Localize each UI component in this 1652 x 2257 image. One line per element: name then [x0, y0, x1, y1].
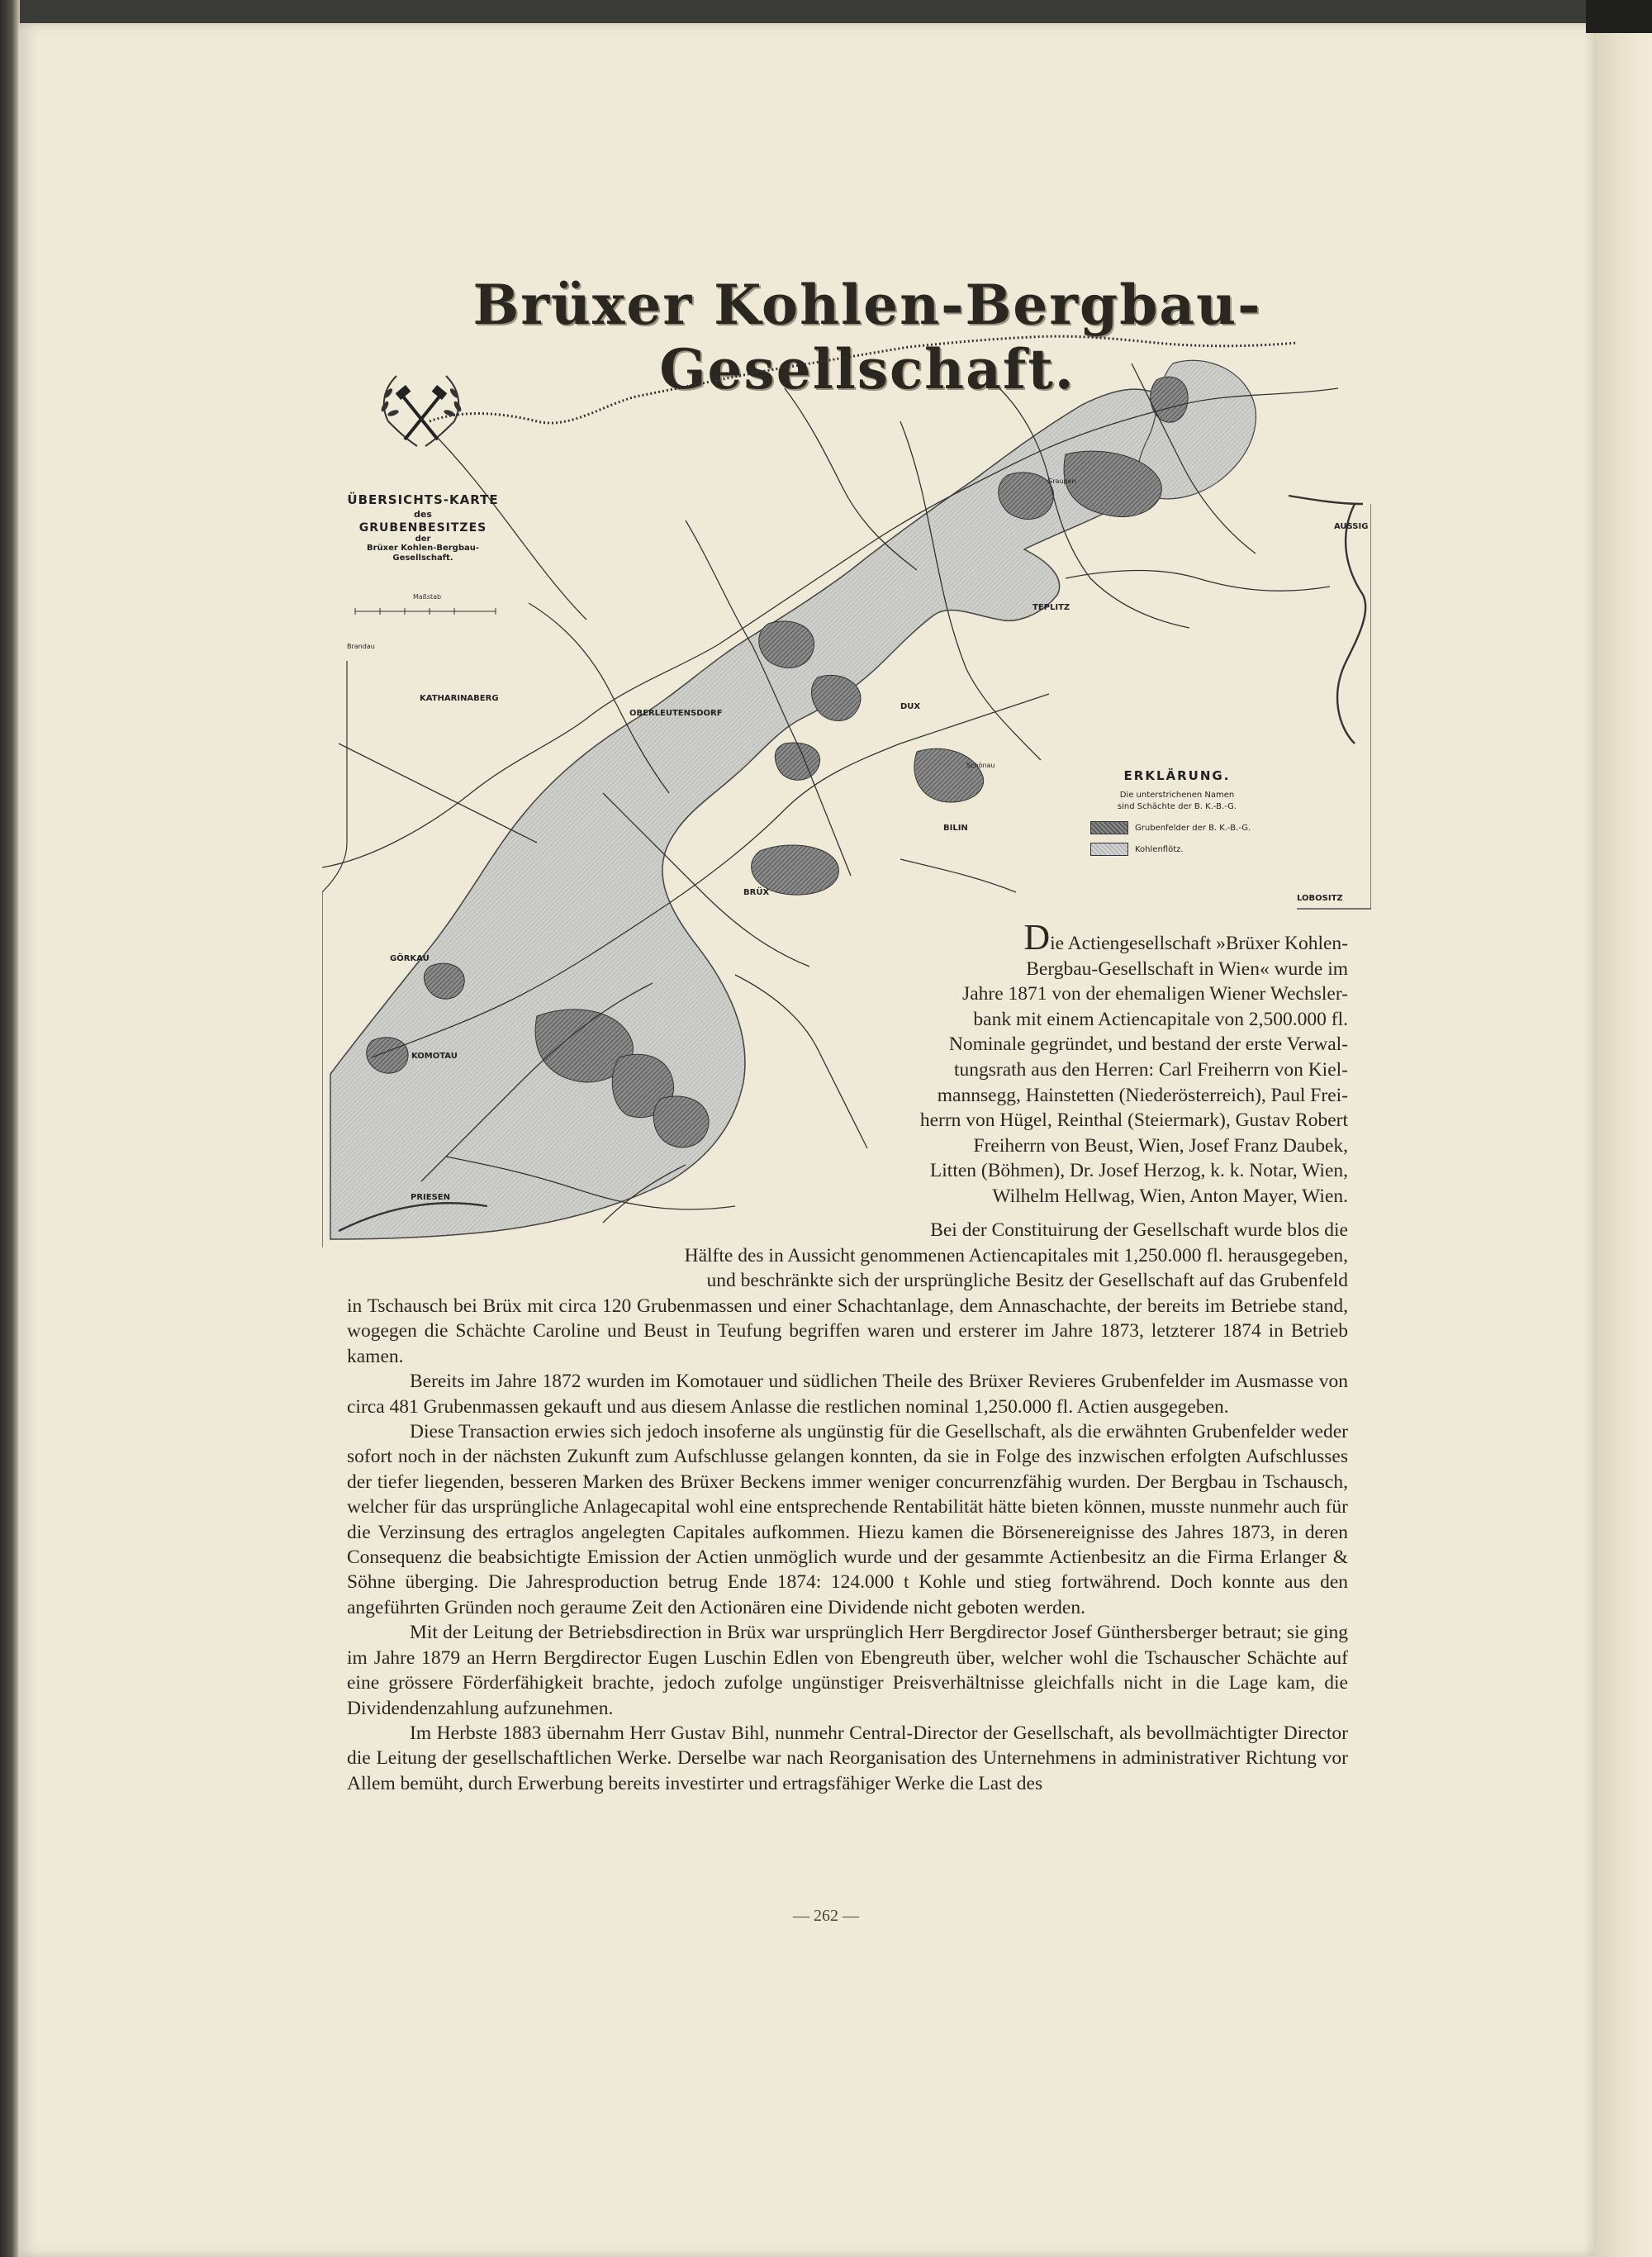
place-oberleutensdorf: OBERLEUTENSDORF [629, 709, 723, 718]
explanation-title: ERKLÄRUNG. [1123, 768, 1231, 783]
cont-line-3: und beschränkte sich der ursprüngliche Besitz der Gesellschaft auf das Grubenfeld [706, 1270, 1348, 1292]
explanation-item-mining-fields [1090, 821, 1280, 834]
legend-line-1: ÜBERSICHTS-KARTE [347, 492, 499, 507]
crossed-hammers-emblem [380, 376, 463, 446]
legend-line-3: GRUBENBESITZES [358, 521, 487, 535]
paragraph-2: Bereits im Jahre 1872 wurden im Komotauer und südlichen Theile des Brüxer Revieres Grubenfelder im Ausmasse von circa 481 Grubenmassen gekauft und aus diesem Anlasse die restlichen nominal 1,250.000 fl. Actien ausgegeben. [347, 1371, 1348, 1418]
explanation-item-coal-seam [1090, 843, 1280, 856]
legend-line-5: Brüxer Kohlen-Bergbau- [366, 544, 480, 553]
intro-line-9: Freiherrn von Beust, Wien, Josef Franz Daubek, [973, 1134, 1348, 1157]
map-explanation [1074, 768, 1280, 856]
scale-bar [355, 608, 496, 615]
legend-line-6: Gesellschaft. [392, 554, 453, 563]
drop-cap: D [1023, 917, 1051, 957]
legend-line-2: des [414, 509, 432, 520]
cont-line-1: Bei der Constituirung der Gesellschaft wurde blos die [930, 1219, 1348, 1241]
intro-line-7: mannsegg, Hainstetten (Niederösterreich), Paul Frei- [937, 1084, 1348, 1106]
intro-line-5: Nominale gegründet, und bestand der erste Verwal- [948, 1033, 1348, 1056]
place-aussig: AUSSIG [1334, 522, 1369, 531]
swatch-light [1090, 843, 1128, 856]
page-title: Brüxer Kohlen-Bergbau-Gesellschaft. [472, 273, 1262, 402]
paragraph-3: Diese Transaction erwies sich jedoch insoferne als ungünstig für die Gesellschaft, als die erwähnten Grubenfelder weder sofort noch in der nächsten Zukunft zum Aufschlusse gelangen konnten, da sie in Folge des inzwischen erfolgten Aufschlusses der tiefer liegenden, besseren Marken des Brüxer Beckens immer weniger concurrenzfähig wurden. Der Bergbau in Tschausch, welcher für das ursprüngliche Anlagecapital wohl eine entsprechende Rentabilität hätte bieten können, musste nunmehr auch für die Verzinsung des ertraglos angelegten Capitales aufkommen. Hiezu kamen die Börsenereignisse des Jahres 1873, in deren Consequenz die beabsichtigte Emission der Actien unmöglich wurde und der gesammte Actienbesitz an die Firma Erlanger & Söhne überging. Die Jahresproduction betrug Ende 1874: 124.000 t Kohle und stieg fortwährend. Doch konnte aus den angeführten Gründen noch geraume Zeit den Actionären eine Dividende nicht geboten werden. [347, 1421, 1348, 1618]
place-lobositz: LOBOSITZ [1297, 894, 1343, 903]
intro-line-3: Jahre 1871 von der ehemaligen Wiener Wechsler- [962, 983, 1348, 1005]
intro-paragraph [826, 917, 1348, 1209]
explanation-note-line-2: sind Schächte der B. K.-B.-G. [1117, 802, 1237, 811]
place-teplitz: TEPLITZ [1032, 603, 1070, 612]
intro-line-10: Litten (Böhmen), Dr. Josef Herzog, k. k. Notar, Wien, [929, 1160, 1348, 1182]
paragraph-1-start [347, 1218, 1348, 1294]
map-legend-title [340, 492, 506, 563]
place-bilin: BILIN [943, 824, 968, 833]
intro-line-1-text: ie Actiengesellschaft »Brüxer Kohlen- [1050, 933, 1348, 954]
place-komotau: KOMOTAU [411, 1052, 458, 1061]
place-brandau: Brandau [347, 643, 375, 650]
place-katharinaberg: KATHARINABERG [420, 694, 499, 703]
swatch-dark [1090, 821, 1128, 834]
scale-label: Maßstab [413, 593, 442, 601]
page-number: — 262 — [793, 1907, 859, 1925]
place-brux: BRÜX [743, 888, 770, 897]
explanation-item-2-label: Kohlenflötz. [1135, 844, 1184, 854]
intro-line-6: tungsrath aus den Herren: Carl Freiherrn von Kiel- [953, 1058, 1348, 1081]
body-paragraphs [347, 1294, 1348, 1796]
place-dux: DUX [900, 702, 921, 711]
cont-line-2: Hälfte des in Aussicht genommenen Actiencapitales mit 1,250.000 fl. herausgegeben, [684, 1244, 1348, 1266]
place-schonau: Schönau [966, 762, 995, 769]
place-priesen: PRIESEN [411, 1193, 450, 1202]
explanation-note [1074, 790, 1280, 813]
legend-line-4: der [415, 535, 431, 544]
intro-line-8: herrn von Hügel, Reinthal (Steiermark), Gustav Robert [919, 1109, 1348, 1132]
background-corner [1586, 0, 1652, 33]
intro-line-1 [826, 917, 1348, 957]
intro-line-11: Wilhelm Hellwag, Wien, Anton Mayer, Wien. [992, 1185, 1348, 1207]
intro-line-2: Bergbau-Gesellschaft in Wien« wurde im [1026, 957, 1348, 980]
place-gorkau: GÖRKAU [390, 954, 430, 963]
place-graupen: Graupen [1047, 478, 1076, 485]
paragraph-1-rest: in Tschausch bei Brüx mit circa 120 Grubenmassen und einer Schachtanlage, dem Annaschachte, der bereits im Betriebe stand, wogegen die Schächte Caroline und Beust in Teufung begriffen waren und ersterer im Jahre 1873, letzterer 1874 in Betrieb kamen. [347, 1295, 1348, 1367]
explanation-item-1-label: Grubenfelder der B. K.-B.-G. [1135, 823, 1251, 833]
intro-line-4: bank mit einem Actiencapitale von 2,500.000 fl. [973, 1008, 1348, 1030]
explanation-note-line-1: Die unterstrichenen Namen [1119, 791, 1235, 800]
paragraph-4: Mit der Leitung der Betriebsdirection in Brüx war ursprünglich Herr Bergdirector Josef Günthersberger betraut; sie ging im Jahre 1879 an Herrn Bergdirector Eugen Luschin Edlen von Ebengreuth über, welcher wohl die Tschauscher Schächte auf eine grössere Förderfähigkeit brachte, jedoch zufolge ungünstiger Preisverhältnisse gleichfalls nicht in die Lage kam, die Dividendenzahlung aufzunehmen. [347, 1622, 1348, 1719]
paragraph-5: Im Herbste 1883 übernahm Herr Gustav Bihl, nunmehr Central-Director der Gesellschaft, als bevollmächtigter Director die Leitung der gesellschaftlichen Werke. Derselbe war nach Reorganisation des Unternehmens in administrativer Richtung vor Allem bemüht, durch Erwerbung bereits investirter und ertragsfähiger Werke die Last des [347, 1722, 1348, 1794]
